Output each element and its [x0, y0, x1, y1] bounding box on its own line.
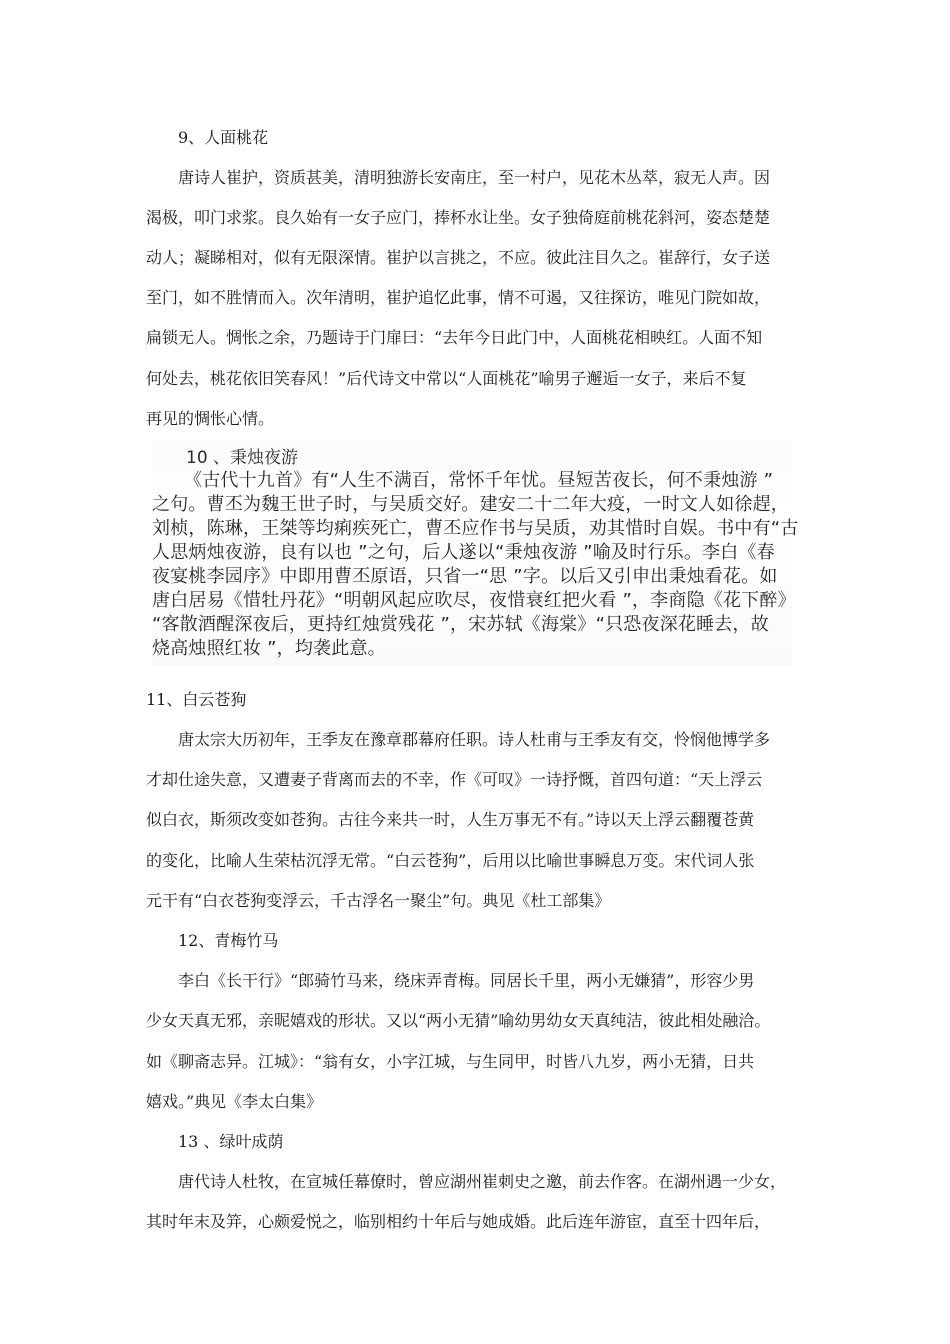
section-9-line: 渴极，叩门求浆。良久始有一女子应门，捧杯水让坐。女子独倚庭前桃花斜河，姿态楚楚 — [146, 208, 771, 227]
section-11-line: 唐太宗大历初年，王季友在豫章郡幕府任职。诗人杜甫与王季友有交，怜悯他博学多 — [178, 730, 771, 749]
section-12-line: 嬉戏。”典见《李太白集》 — [146, 1092, 323, 1111]
section-11-line: 的变化，比喻人生荣枯沉浮无常。“白云苍狗”，后用以比喻世事瞬息万变。宋代词人张 — [146, 851, 755, 870]
section-10-line: 唐白居易《惜牡丹花》“明朝风起应吹尽，夜惜衰红把火看 ”，李商隐《花下醉》 — [152, 590, 796, 611]
section-9-line: 唐诗人崔护，资质甚美，清明独游长安南庄，至一村户，见花木丛萃，寂无人声。因 — [178, 168, 771, 187]
section-10-line: 刘桢，陈琳，王桀等均痢疾死亡，曹丕应作书与吴质，劝其惜时自娱。书中有“古 — [152, 518, 799, 539]
section-9-line: 扁锁无人。惆怅之余，乃题诗于门扉曰：“去年今日此门中，人面桃花相映红。人面不知 — [146, 328, 763, 347]
section-13-title: 13 、绿叶成荫 — [178, 1132, 284, 1151]
section-9-line: 何处去，桃花依旧笑春风！”后代诗文中常以“人面桃花”喻男子邂逅一女子，来后不复 — [146, 369, 747, 388]
section-10-line: 《古代十九首》有“人生不满百，常怀千年忧。昼短苦夜长，何不秉烛游 ” — [184, 470, 774, 491]
section-12-title: 12、青梅竹马 — [178, 931, 279, 950]
section-9-line: 至门，如不胜情而入。次年清明，崔护追忆此事，情不可遏，又往探访，唯见门院如故， — [146, 288, 771, 307]
section-9-line: 动人；凝睇相对，似有无限深情。崔护以言挑之，不应。彼此注目久之。崔辞行，女子送 — [146, 248, 771, 267]
section-11-line: 似白衣，斯须改变如苍狗。古往今来共一时，人生万事无不有。”诗以天上浮云翻覆苍黄 — [146, 810, 755, 829]
section-12-line: 李白《长干行》“郎骑竹马来，绕床弄青梅。同居长千里，两小无嫌猜”，形容少男 — [178, 971, 755, 990]
section-13-line: 唐代诗人杜牧，在宣城任幕僚时，曾应湖州崔刺史之邀，前去作客。在湖州遇一少女， — [178, 1172, 787, 1191]
section-10-scanned-block — [152, 440, 799, 666]
section-10-line: 烧高烛照红妆 ”，均袭此意。 — [152, 638, 386, 659]
section-11-line: 才却仕途失意，又遭妻子背离而去的不幸，作《可叹》一诗抒慨，首四句道：“天上浮云 — [146, 770, 763, 789]
section-12-line: 少女天真无邪，亲昵嬉戏的形状。又以“两小无猜”喻幼男幼女天真纯洁，彼此相处融洽。 — [146, 1011, 771, 1030]
section-9-title: 9、人面桃花 — [178, 128, 269, 147]
section-10-line: 夜宴桃李园序》中即用曹丕原语，只省一“思 ”字。以后又引申出秉烛看花。如 — [152, 566, 778, 587]
section-11-line: 元干有“白衣苍狗变浮云，千古浮名一聚尘”句。典见《杜工部集》 — [146, 891, 611, 910]
section-11-title: 11、白云苍狗 — [146, 690, 247, 709]
section-10-line: 人思炳烛夜游，良有以也 ”之句，后人遂以“秉烛夜游 ”喻及时行乐。李白《春 — [152, 542, 775, 563]
section-10-title: 10 、秉烛夜游 — [186, 448, 299, 468]
section-13-line: 其时年末及笄，心颇爱悦之，临别相约十年后与她成婚。此后连年游宦，直至十四年后， — [146, 1212, 771, 1231]
section-10-line: “客散酒醒深夜后，更持红烛赏残花 ”，宋苏轼《海棠》“只恐夜深花睡去，故 — [152, 614, 769, 635]
section-9-line: 再见的惆怅心情。 — [146, 409, 275, 428]
section-12-line: 如《聊斋志异。江城》：“翁有女，小字江城，与生同甲，时皆八九岁，两小无猜，日共 — [146, 1052, 755, 1071]
section-10-line: 之句。曹丕为魏王世子时，与吴质交好。建安二十二年大疫，一时文人如徐趕， — [152, 494, 789, 515]
